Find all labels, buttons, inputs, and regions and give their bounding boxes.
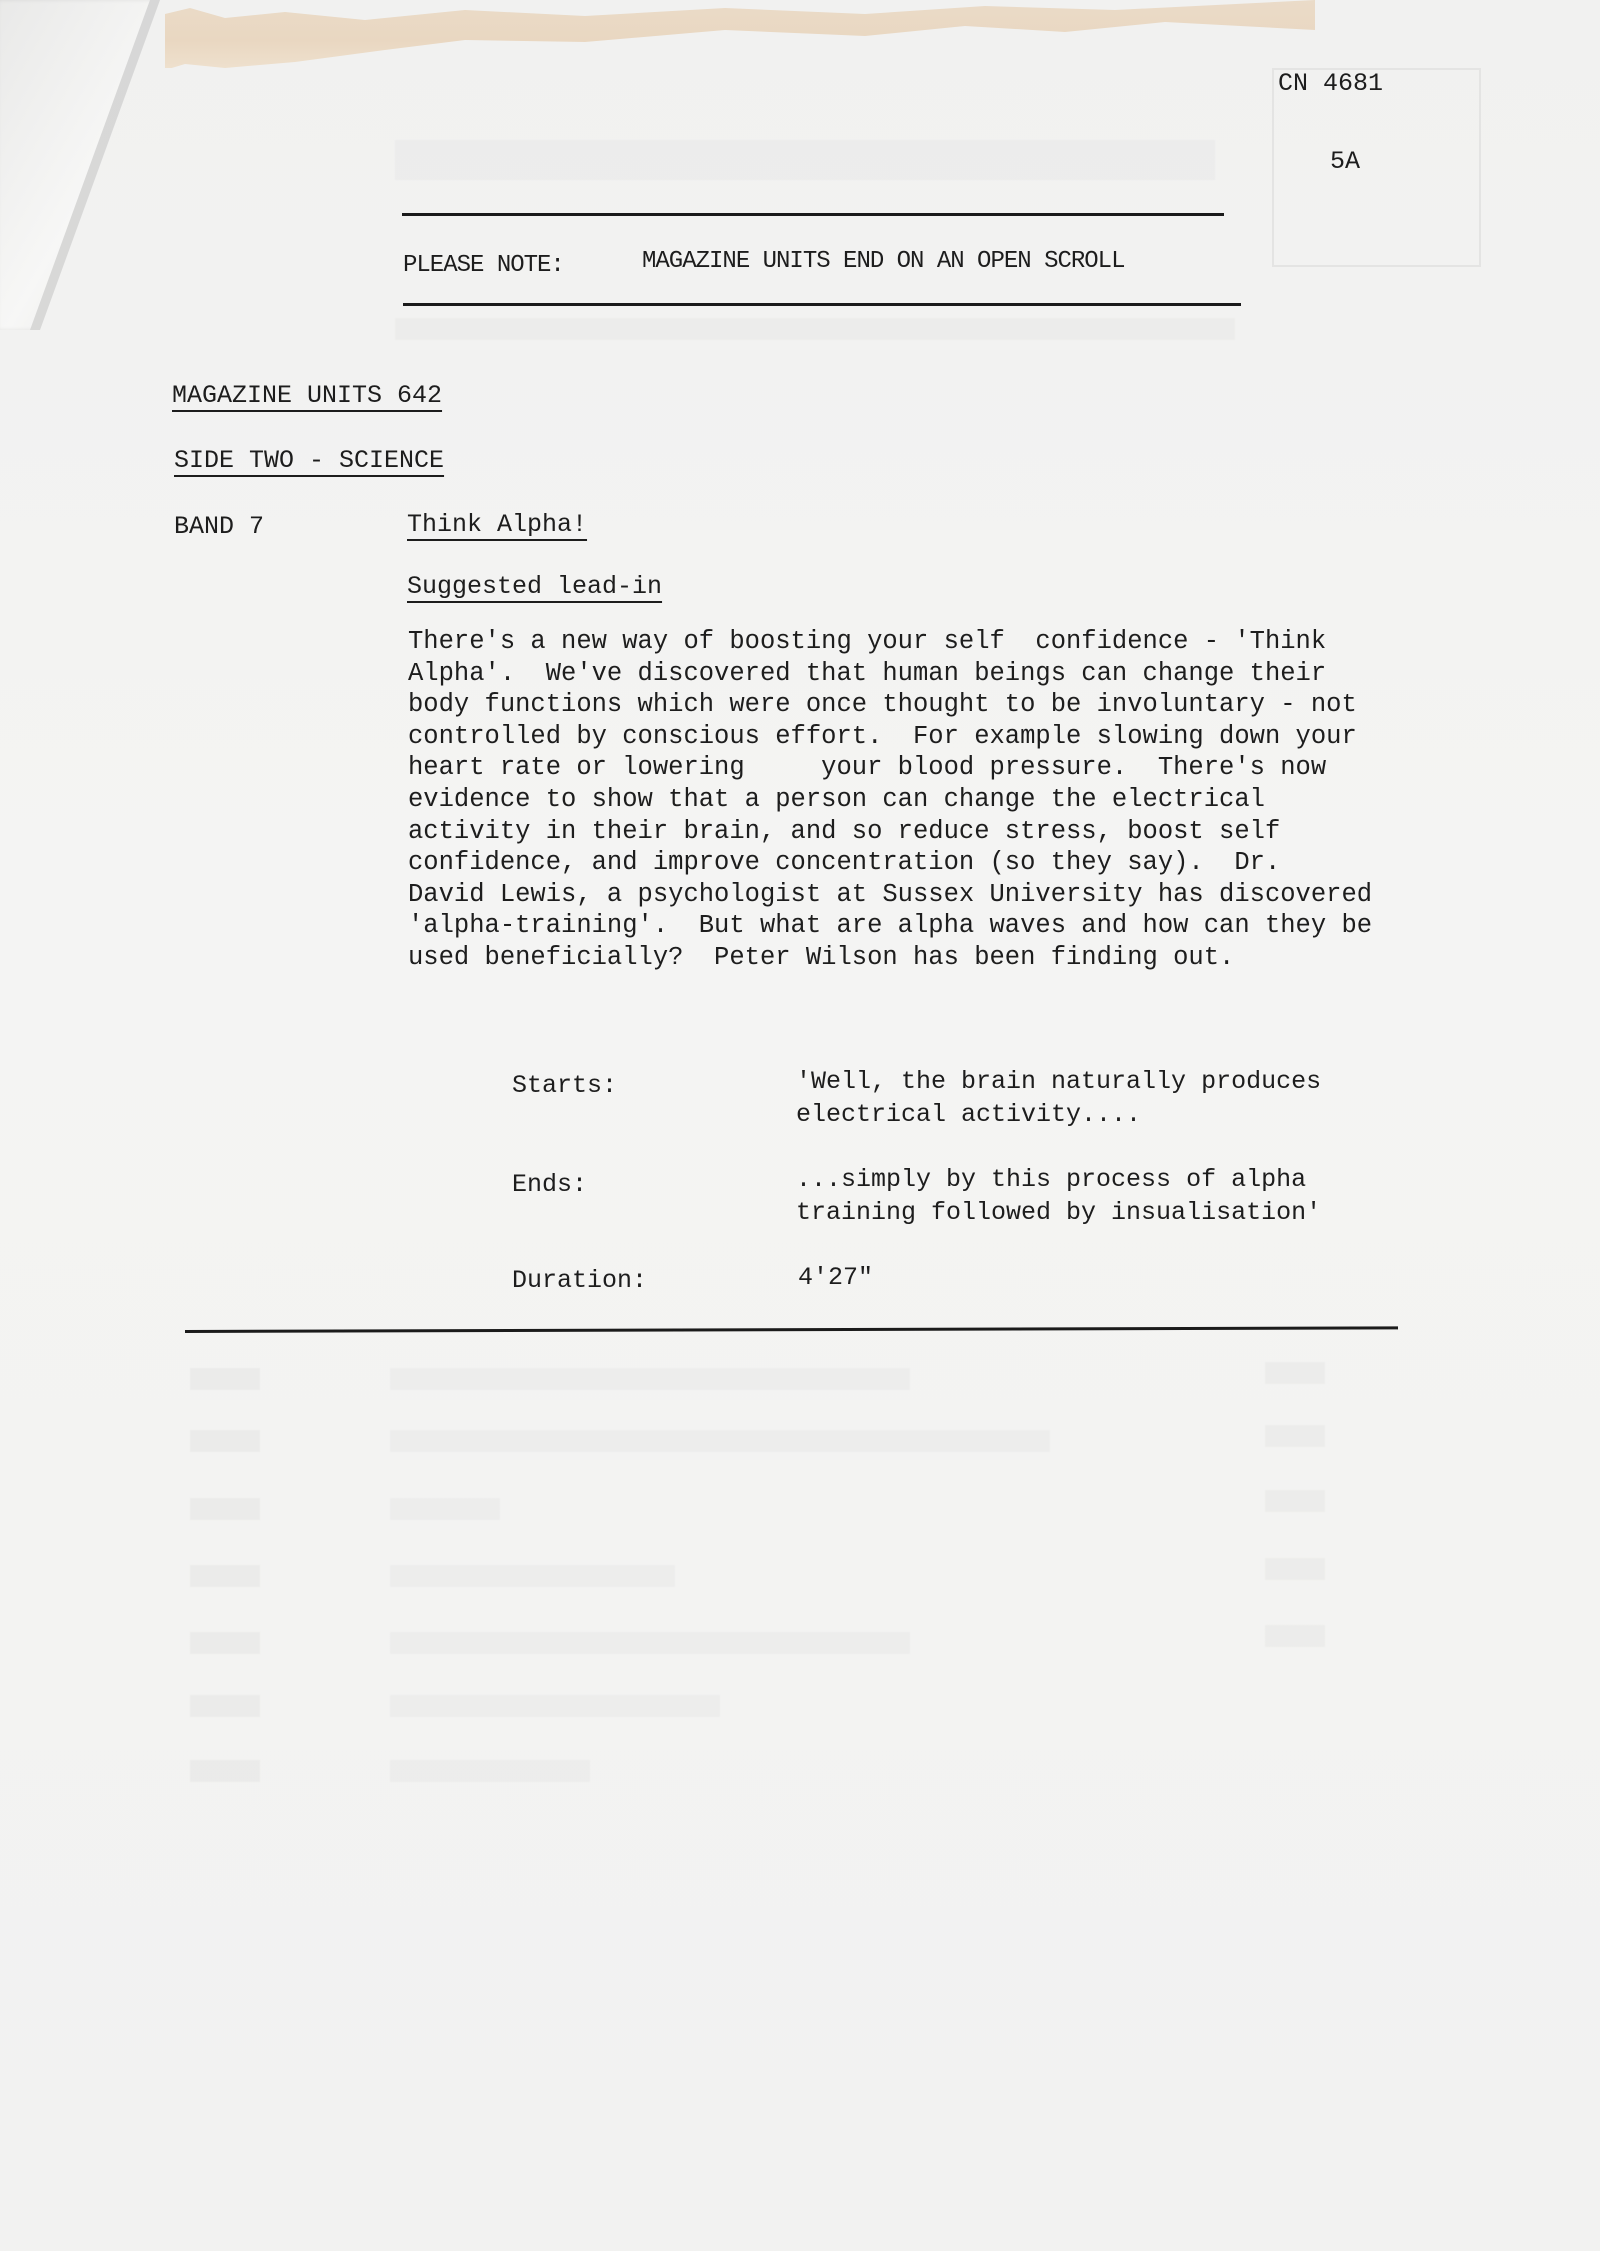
lead-in-paragraph	[408, 626, 1438, 974]
duration-label: Duration:	[512, 1266, 648, 1295]
lead-in-heading: Suggested lead-in	[407, 572, 663, 601]
starts-line-1: 'Well, the brain naturally produces	[796, 1067, 1322, 1096]
lead-in-line: body functions which were once thought to be involuntary - not	[408, 690, 1357, 720]
lead-in-line: David Lewis, a psychologist at Sussex University has discovered	[408, 879, 1373, 909]
ends-label: Ends:	[512, 1170, 588, 1199]
side-heading: SIDE TWO - SCIENCE	[174, 446, 445, 475]
lead-in-line: 'alpha-training'. But what are alpha waves and how can they be	[408, 911, 1373, 941]
ends-line-2: training followed by insualisation'	[796, 1198, 1322, 1227]
lead-in-line: used beneficially? Peter Wilson has been finding out.	[408, 942, 1235, 972]
lead-in-line: There's a new way of boosting your self confidence - 'Think	[408, 627, 1327, 656]
lead-in-line: confidence, and improve concentration (so they say). Dr.	[408, 848, 1281, 878]
notice-label: PLEASE NOTE:	[403, 252, 564, 279]
starts-line-2: electrical activity....	[796, 1100, 1142, 1129]
catalogue-number: CN 4681	[1278, 69, 1384, 98]
item-title: Think Alpha!	[407, 510, 588, 539]
notice-text: MAGAZINE UNITS END ON AN OPEN SCROLL	[642, 248, 1125, 275]
ends-line-1: ...simply by this process of alpha	[796, 1165, 1307, 1194]
torn-tape-strip	[165, 0, 1315, 68]
lead-in-line: evidence to show that a person can change the electrical	[408, 784, 1265, 814]
duration-value: 4'27"	[798, 1263, 874, 1292]
band-label: BAND 7	[174, 512, 265, 541]
sheet-number: 5A	[1330, 147, 1361, 176]
notice-top-rule	[402, 213, 1224, 216]
folded-corner	[0, 0, 170, 330]
lead-in-line: heart rate or lowering your blood pressure. There's now	[408, 753, 1327, 783]
starts-label: Starts:	[512, 1071, 618, 1100]
notice-bottom-rule	[403, 303, 1241, 306]
lead-in-line: Alpha'. We've discovered that human beings can change their	[408, 658, 1327, 688]
series-heading: MAGAZINE UNITS 642	[172, 381, 443, 410]
section-end-rule	[185, 1326, 1398, 1333]
lead-in-line: activity in their brain, and so reduce stress, boost self	[408, 816, 1281, 846]
lead-in-line: controlled by conscious effort. For example slowing down your	[408, 721, 1357, 751]
